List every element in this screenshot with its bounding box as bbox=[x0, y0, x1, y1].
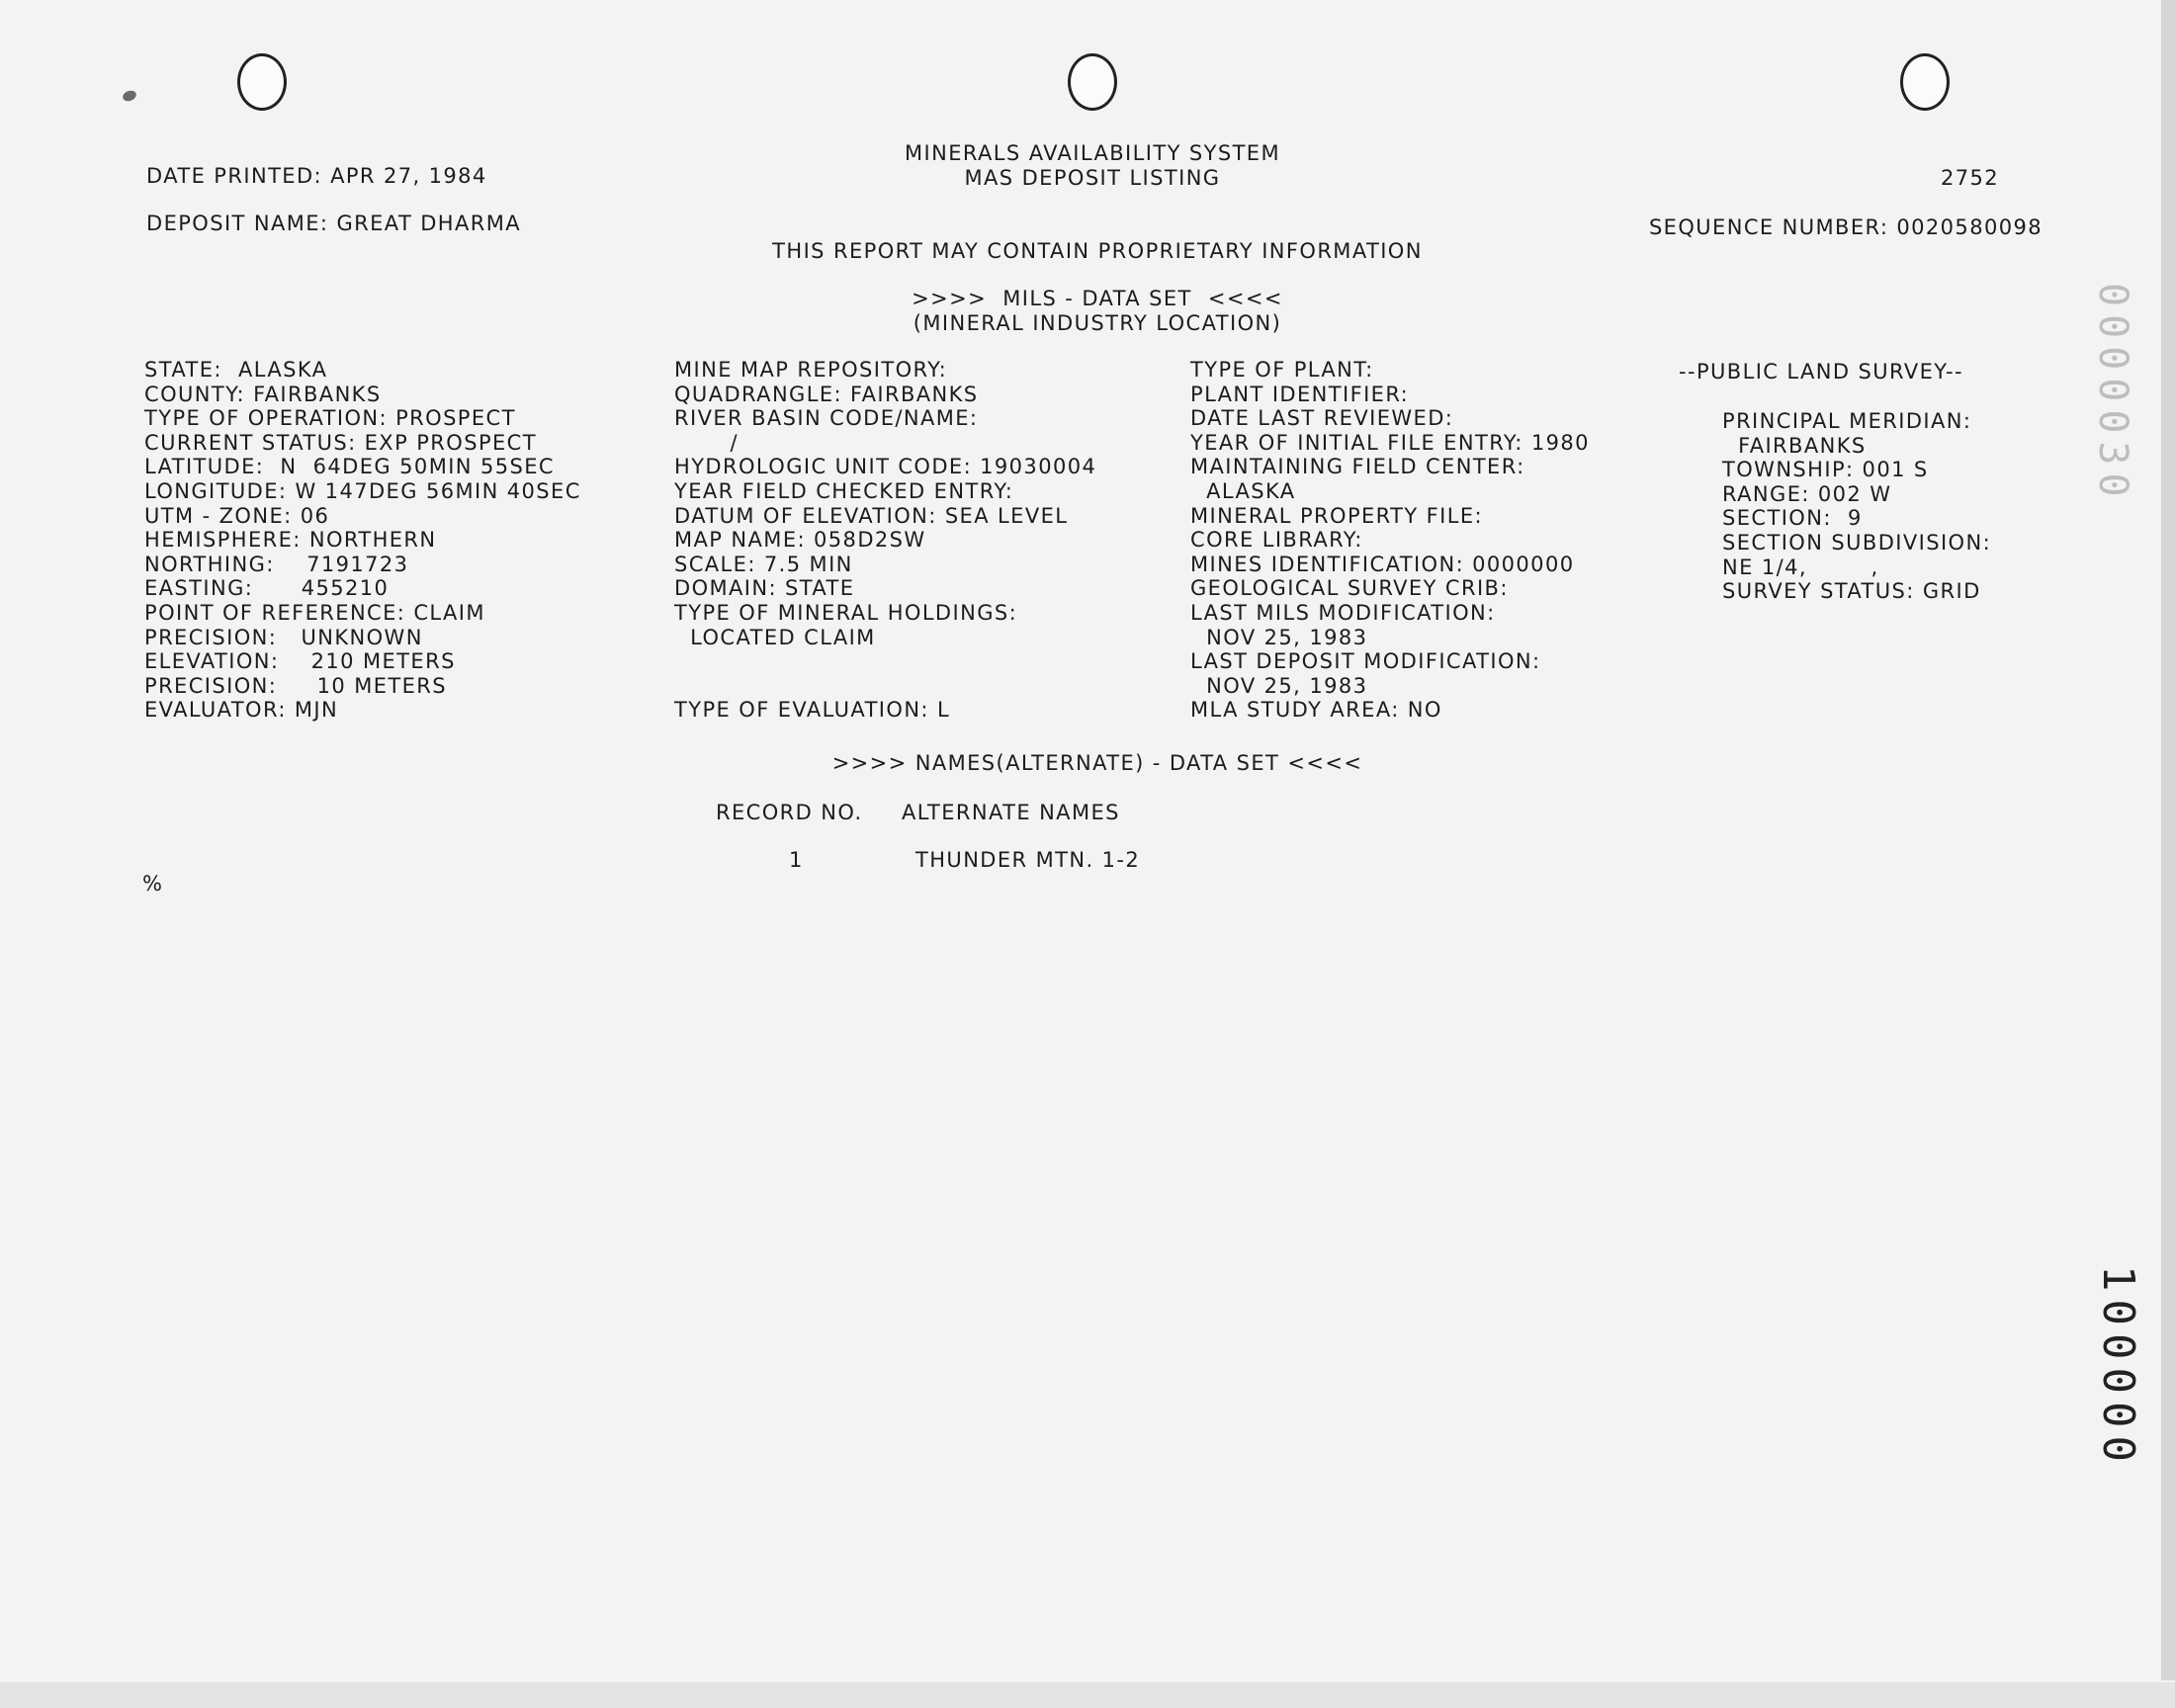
utm-zone-field: UTM - ZONE: 06 bbox=[144, 503, 330, 528]
deposit-name: DEPOSIT NAME: GREAT DHARMA bbox=[146, 212, 522, 235]
plant-identifier-field: PLANT IDENTIFIER: bbox=[1190, 382, 1410, 406]
northing-field: NORTHING: 7191723 bbox=[144, 552, 409, 576]
date-printed: DATE PRINTED: APR 27, 1984 bbox=[146, 164, 487, 188]
year-field-checked-field: YEAR FIELD CHECKED ENTRY: bbox=[674, 478, 1014, 503]
state-field: STATE: ALASKA bbox=[144, 358, 328, 382]
quadrangle-field: QUADRANGLE: FAIRBANKS bbox=[674, 382, 979, 406]
public-land-survey-heading: --PUBLIC LAND SURVEY-- bbox=[1679, 360, 1963, 384]
point-of-reference-field: POINT OF REFERENCE: CLAIM bbox=[144, 600, 485, 625]
longitude-field: LONGITUDE: W 147DEG 56MIN 40SEC bbox=[144, 478, 581, 503]
footer-percent-mark: % bbox=[142, 872, 164, 896]
mils-section-title: >>>> MILS - DATA SET <<<< bbox=[912, 287, 1283, 310]
hydrologic-unit-field: HYDROLOGIC UNIT CODE: 19030004 bbox=[674, 455, 1097, 479]
type-of-plant-field: TYPE OF PLANT: bbox=[1190, 358, 1374, 382]
field-center-value: ALASKA bbox=[1190, 478, 1296, 503]
initial-file-entry-field: YEAR OF INITIAL FILE ENTRY: 1980 bbox=[1190, 430, 1590, 455]
township-field: TOWNSHIP: 001 S bbox=[1722, 458, 1929, 482]
mils-section-subtitle: (MINERAL INDUSTRY LOCATION) bbox=[913, 311, 1282, 335]
system-title: MINERALS AVAILABILITY SYSTEM bbox=[905, 141, 1280, 165]
section-subdivision-value: NE 1/4, , bbox=[1722, 555, 1879, 579]
plant-column bbox=[1190, 358, 1590, 723]
sequence-number: SEQUENCE NUMBER: 0020580098 bbox=[1648, 215, 2043, 239]
mineral-holdings-field: TYPE OF MINERAL HOLDINGS: bbox=[674, 600, 1018, 625]
survey-status-field: SURVEY STATUS: GRID bbox=[1722, 579, 1981, 604]
punch-hole-center bbox=[1068, 53, 1117, 111]
page-edge-shadow bbox=[2161, 0, 2175, 1680]
hemisphere-field: HEMISPHERE: NORTHERN bbox=[144, 528, 437, 553]
river-basin-value: / bbox=[674, 430, 740, 455]
public-land-survey-column bbox=[1722, 409, 1991, 604]
location-column bbox=[144, 358, 581, 723]
record-no-header: RECORD NO. bbox=[716, 801, 863, 824]
elevation-field: ELEVATION: 210 METERS bbox=[144, 649, 456, 674]
field-center-field: MAINTAINING FIELD CENTER: bbox=[1190, 455, 1525, 479]
precision-field: PRECISION: UNKNOWN bbox=[144, 625, 423, 649]
ink-blot bbox=[122, 89, 138, 103]
domain-field: DOMAIN: STATE bbox=[674, 576, 855, 601]
mineral-property-file-field: MINERAL PROPERTY FILE: bbox=[1190, 503, 1483, 528]
range-field: RANGE: 002 W bbox=[1722, 481, 1892, 506]
survey-crib-field: GEOLOGICAL SURVEY CRIB: bbox=[1190, 576, 1509, 601]
faint-vertical-stamp: 0000030 bbox=[2090, 283, 2135, 505]
last-mils-modification-value: NOV 25, 1983 bbox=[1190, 625, 1368, 649]
last-deposit-modification-value: NOV 25, 1983 bbox=[1190, 673, 1368, 698]
county-field: COUNTY: FAIRBANKS bbox=[144, 382, 382, 406]
mines-identification-field: MINES IDENTIFICATION: 0000000 bbox=[1190, 552, 1575, 576]
hydrology-column bbox=[674, 358, 1096, 723]
map-name-field: MAP NAME: 058D2SW bbox=[674, 528, 926, 553]
vertical-stamp-number: 100000 bbox=[2093, 1265, 2143, 1470]
record-number-cell: 1 bbox=[789, 848, 804, 872]
mineral-holdings-value: LOCATED CLAIM bbox=[674, 625, 876, 649]
elevation-precision-field: PRECISION: 10 METERS bbox=[144, 673, 447, 698]
blank-line bbox=[674, 674, 1096, 699]
evaluator-field: EVALUATOR: MJN bbox=[144, 698, 339, 723]
last-deposit-modification-field: LAST DEPOSIT MODIFICATION: bbox=[1190, 649, 1541, 674]
river-basin-field: RIVER BASIN CODE/NAME: bbox=[674, 406, 979, 431]
names-section-title: >>>> NAMES(ALTERNATE) - DATA SET <<<< bbox=[831, 751, 1363, 775]
proprietary-notice: THIS REPORT MAY CONTAIN PROPRIETARY INFORMATION bbox=[772, 239, 1423, 263]
date-last-reviewed-field: DATE LAST REVIEWED: bbox=[1190, 406, 1454, 431]
alternate-name-cell: THUNDER MTN. 1-2 bbox=[915, 848, 1141, 872]
punch-hole-left bbox=[237, 53, 287, 111]
last-mils-modification-field: LAST MILS MODIFICATION: bbox=[1190, 600, 1496, 625]
core-library-field: CORE LIBRARY: bbox=[1190, 528, 1363, 553]
alternate-names-header: ALTERNATE NAMES bbox=[902, 801, 1120, 824]
section-field: SECTION: 9 bbox=[1722, 506, 1863, 531]
mla-study-area-field: MLA STUDY AREA: NO bbox=[1190, 698, 1442, 723]
type-of-evaluation-field: TYPE OF EVALUATION: L bbox=[674, 698, 951, 723]
punch-hole-right bbox=[1900, 53, 1950, 111]
section-subdivision-field: SECTION SUBDIVISION: bbox=[1722, 530, 1992, 555]
principal-meridian-field: PRINCIPAL MERIDIAN: bbox=[1722, 409, 1972, 433]
easting-field: EASTING: 455210 bbox=[144, 576, 390, 601]
current-status-field: CURRENT STATUS: EXP PROSPECT bbox=[144, 430, 537, 455]
principal-meridian-value: FAIRBANKS bbox=[1722, 433, 1867, 458]
datum-of-elevation-field: DATUM OF ELEVATION: SEA LEVEL bbox=[674, 503, 1069, 528]
latitude-field: LATITUDE: N 64DEG 50MIN 55SEC bbox=[144, 455, 555, 479]
blank-line bbox=[674, 649, 1096, 674]
page-bottom-band bbox=[0, 1682, 2175, 1708]
operation-type-field: TYPE OF OPERATION: PROSPECT bbox=[144, 406, 516, 431]
mine-map-repository-field: MINE MAP REPOSITORY: bbox=[674, 358, 948, 382]
listing-title: MAS DEPOSIT LISTING bbox=[964, 166, 1221, 190]
page-number: 2752 bbox=[1940, 166, 1999, 190]
scale-field: SCALE: 7.5 MIN bbox=[674, 552, 853, 576]
